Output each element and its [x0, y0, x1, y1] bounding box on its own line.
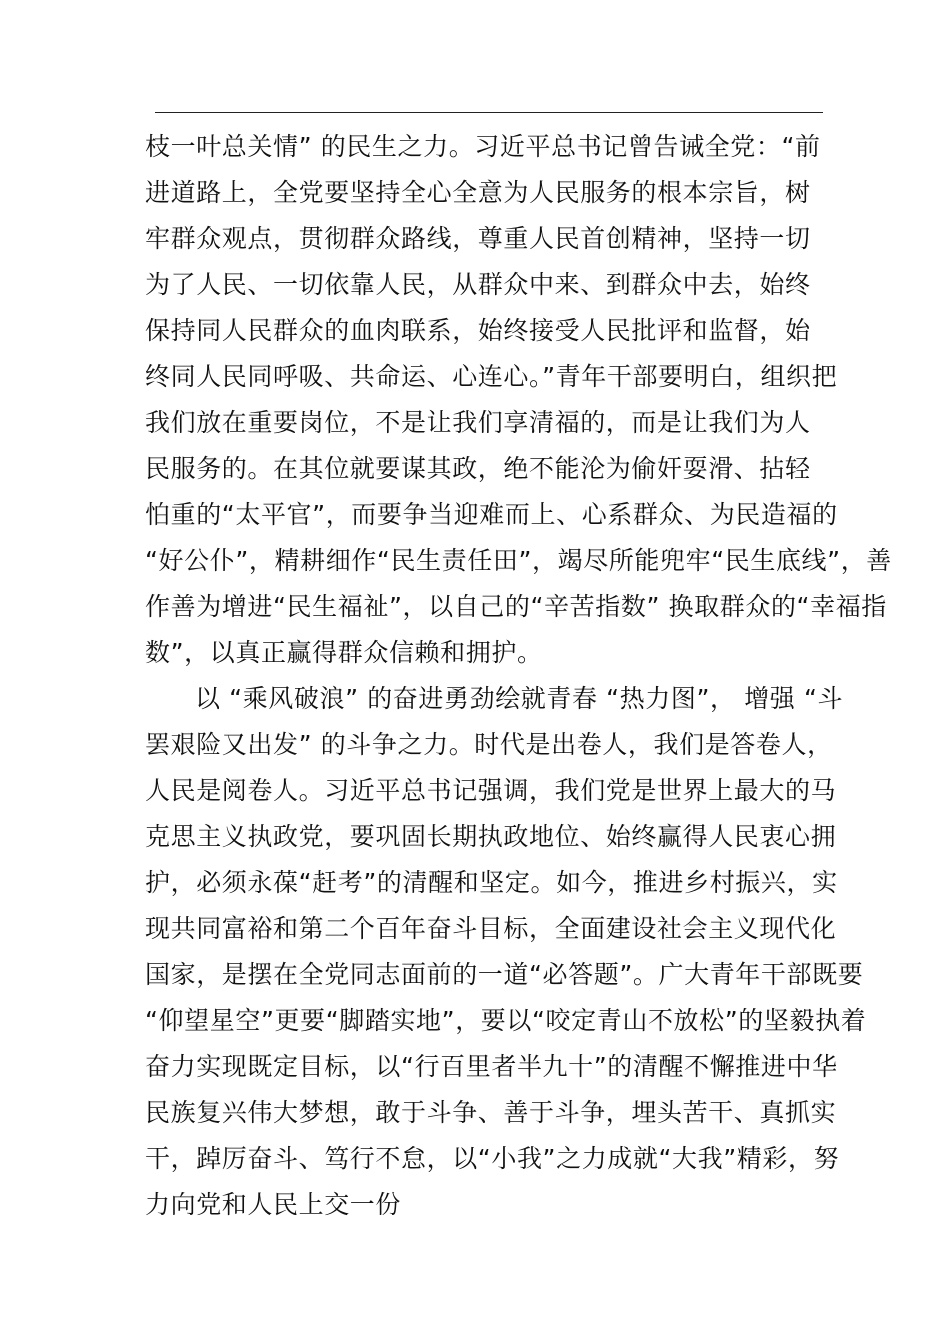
header-rule [155, 112, 823, 113]
text-line: 作善为增进“民生福祉”，以自己的“辛苦指数” 换取群众的“幸福指 [145, 592, 887, 621]
text-line: 干，踔厉奋斗、笃行不怠，以“小我”之力成就“大我”精彩，努 [145, 1144, 840, 1173]
text-line: 终同人民同呼吸、共命运、心连心。”青年干部要明白，组织把 [145, 362, 838, 391]
text-line: 数”，以真正赢得群众信赖和拥护。 [145, 638, 543, 667]
text-line: 民服务的。在其位就要谋其政，绝不能沦为偷奸耍滑、拈轻 [145, 454, 811, 483]
text-line: 国家，是摆在全党同志面前的一道“必答题”。广大青年干部既要 [145, 960, 864, 989]
text-line: 奋力实现既定目标，以“行百里者半九十”的清醒不懈推进中华 [145, 1052, 838, 1081]
text-line: 力向党和人民上交一份 [145, 1190, 402, 1219]
text-line: “仰望星空”更要“脚踏实地”，要以“咬定青山不放松”的坚毅执着 [145, 1006, 867, 1035]
text-line: 民族复兴伟大梦想，敢于斗争、善于斗争，埋头苦干、真抓实 [145, 1098, 837, 1127]
text-line: 怕重的“太平官”，而要争当迎难而上、心系群众、为民造福的 [145, 500, 838, 529]
text-line: 牢群众观点，贯彻群众路线，尊重人民首创精神，坚持一切 [145, 224, 811, 253]
text-line: 我们放在重要岗位，不是让我们享清福的，而是让我们为人 [145, 408, 811, 437]
text-line: 进道路上，全党要坚持全心全意为人民服务的根本宗旨，树 [145, 178, 811, 207]
text-line: 克思主义执政党，要巩固长期执政地位、始终赢得人民衷心拥 [145, 822, 837, 851]
text-line: 护，必须永葆“赶考”的清醒和坚定。如今，推进乡村振兴，实 [145, 868, 838, 897]
text-line: 罢艰险又出发” 的斗争之力。时代是出卷人，我们是答卷人， [145, 730, 833, 759]
text-line: 保持同人民群众的血肉联系，始终接受人民批评和监督，始 [145, 316, 811, 345]
text-line: 为了人民、一切依靠人民，从群众中来、到群众中去，始终 [145, 270, 811, 299]
body-text [145, 124, 892, 1228]
paragraph-start-line: 以 “乘风破浪” 的奋进勇劲绘就青春 “热力图”， 增强 “斗 [195, 684, 844, 713]
text-line: 枝一叶总关情” 的民生之力。习近平总书记曾告诫全党：“前 [145, 132, 821, 161]
text-line: 现共同富裕和第二个百年奋斗目标，全面建设社会主义现代化 [145, 914, 837, 943]
text-line: “好公仆”，精耕细作“民生责任田”，竭尽所能兜牢“民生底线”，善 [145, 546, 892, 575]
text-line: 人民是阅卷人。习近平总书记强调，我们党是世界上最大的马 [145, 776, 837, 805]
